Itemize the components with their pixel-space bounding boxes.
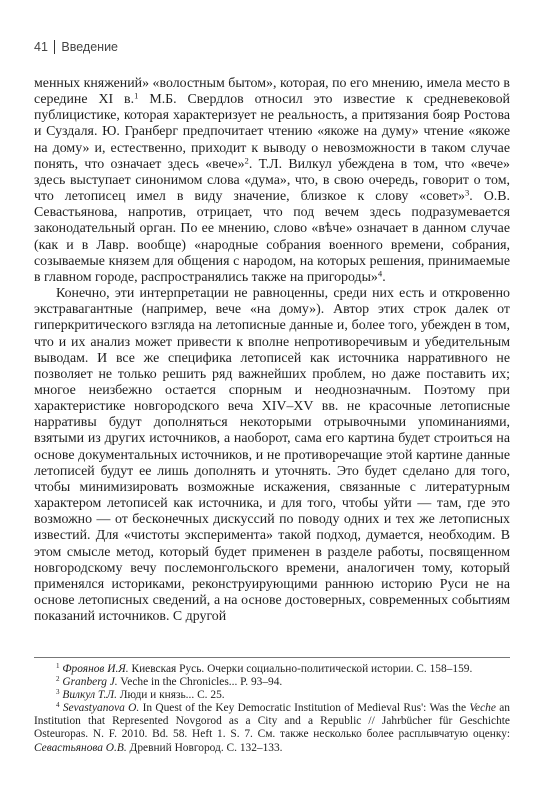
footnote-ref-2[interactable]: 2 <box>244 155 249 166</box>
footnote-ref-1[interactable]: 1 <box>134 90 139 101</box>
footnote-ref-3[interactable]: 3 <box>464 187 470 198</box>
running-header <box>34 40 118 54</box>
footnote-ref-4[interactable]: 4 <box>377 268 383 279</box>
footnote-rule <box>34 657 510 658</box>
page-number: 41 <box>34 40 48 54</box>
footnote-2: $^2$ Granberg J. Veche in the Chronicles... P. 93–94. <box>56 675 283 689</box>
main-text <box>34 76 510 625</box>
footnote-4: $^4$ Sevastyanova O. In Quest of the Key Democratic Institution of Medieval Rus': Was the Veche an Institution that Represented Novgorod as a City and a Republic // Jahrbücher für Geschichte Osteuropas. N. F. 2010. Bd. 58. Heft 1. S. 7. См. также несколько более расплывчатую оценку: Севастьянова О.В. Древний Новгород. С. 132–133. <box>34 701 510 754</box>
footnotes <box>34 663 510 755</box>
section-title: Введение <box>61 40 119 54</box>
paragraph-1: менных княжений» «волостным бытом», которая, по его мнению, имела место в середине XI в.$^1$ М.Б. Свердлов относил это известие к средневековой публицистике, которая характеризует не реальность, а притязания бояр Ростова и Суздаля. Ю. Гранберг предпочитает чтению «якоже на думу» чтение «якоже на дому» и, естественно, приходит к выводу о невозможности в таком случае понять, что означает здесь «вече»$^2$. Т.Л. Вилкул убеждена в том, что «вече» здесь выступает синонимом слова «дума», что, в свою очередь, говорит о том, что летописец имел в виду значение, близкое к слову «совет»$^3$. О.В. Севастьянова, напротив, отрицает, что под вечем здесь подразумевается законодательный орган. По ее мнению, слово «вѣче» означает в данном случае (как и в Лавр. вообще) «народные собрания военного времени, собрания, созываемые князем для общения с народом, на которых решения, принимаемые в главном городе, распространялись также на пригороды»$^4$. <box>34 76 511 285</box>
paragraph-2: Конечно, эти интерпретации не равноценны, среди них есть и откровенно экстравагантные (например, вече «на дому»). Автор этих строк далек от гиперкритического взгляда на летописные данные и, более того, убежден в том, что и их анализ может привести к вполне непротиворечивым и убедительным выводам. И все же специфика летописей как источника нарративного не позволяет не только решить ряд важнейших проблем, но даже поставить их; многое неизбежно остается спорным и неоднозначным. Поэтому при характеристике новгородского веча XIV–XV вв. не красочные летописные нарративы будут дополняться некоторыми отрывочными упоминаниями, взятыми из других источников, а наоборот, сама его картина будет строиться на основе документальных источников, и не противоречащие этой картине данные летописей будут ее лишь дополнять и уточнять. Это будет сделано для того, чтобы минимизировать возможные искажения, связанные с литературным характером летописей как источника, и для того, чтобы уйти — там, где это возможно — от бесконечных дискуссий по поводу одних и тех же летописных известий. Для «чистоты эксперимента» такой подход, думается, необходим. В этом смысле метод, который будет применен в разделе работы, посвященном новгородскому вечу послемонгольского времени, аналогичен тому, который применялся историками, реконструирующими раннюю историю Руси не на основе летописных сведений, а на основе достоверных, современных событиям показаний источников. С другой <box>34 286 510 625</box>
footnote-3: $^3$ Вилкул Т.Л. Люди и князь... С. 25. <box>56 688 225 702</box>
header-divider <box>54 40 56 54</box>
footnote-1: $^1$ Фроянов И.Я. Киевская Русь. Очерки социально-политической истории. С. 158–159. <box>56 662 473 675</box>
